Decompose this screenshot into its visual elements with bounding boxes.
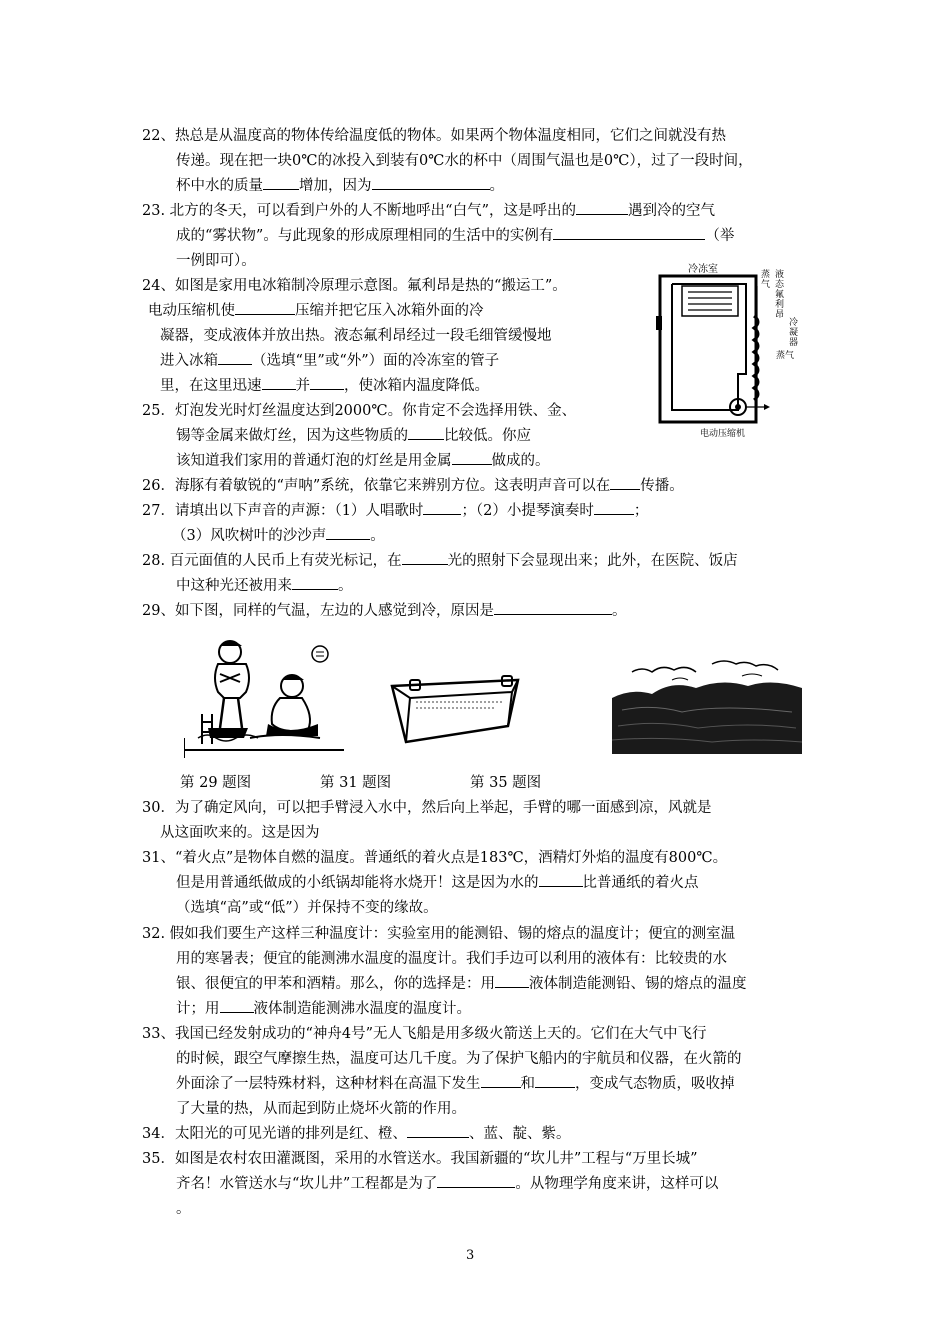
question-28 [142, 549, 822, 599]
q27-blank-2[interactable] [594, 499, 634, 515]
q26-text: 26．海豚有着敏锐的“声呐”系统，依靠它来辨别方位。这表明声音可以在 [142, 478, 611, 494]
figure-35-svg [612, 650, 802, 754]
q31-blank-1[interactable] [539, 871, 583, 887]
q30-line2: 从这面吹来的。这是因为 [160, 825, 320, 841]
q24-text: ，使冰箱内温度降低。 [344, 378, 489, 394]
question-29 [142, 599, 822, 624]
question-25 [142, 399, 662, 474]
q31-line3: （选填“高”或“低”）并保持不变的缘故。 [176, 900, 438, 916]
q27-line2 [142, 524, 822, 549]
q22-blank-1[interactable] [263, 174, 299, 190]
q33-line3 [142, 1072, 822, 1097]
q34-text: 34．太阳光的可见光谱的排列是红、橙、 [142, 1126, 407, 1142]
question-31 [142, 846, 822, 921]
q32-text: 液体制造能测沸水温度的温度计。 [253, 1001, 471, 1017]
q24-text: 电动压缩机使 [148, 303, 235, 319]
figure-29-swimmers [184, 638, 344, 764]
q24-line2 [142, 299, 662, 324]
question-27 [142, 499, 822, 549]
q27-line1 [142, 499, 822, 524]
q31-line2 [142, 871, 822, 896]
q28-text: 28. 百元面值的人民币上有荧光标记，在 [142, 553, 402, 569]
q32-text: 银、很便宜的甲苯和酒精。那么，你的选择是：用 [176, 976, 495, 992]
question-34 [142, 1122, 822, 1147]
q22-blank-2[interactable] [372, 174, 490, 190]
q35-line1: 35．如图是农村农田灌溉图，采用的水管送水。我国新疆的“坎儿井”工程与“万里长城” [142, 1151, 698, 1167]
q28-line1 [142, 549, 822, 574]
q25-text: 该知道我们家用的普通灯泡的灯丝是用金属 [176, 453, 452, 469]
figure-35-irrigation [612, 650, 802, 754]
q33-text: 外面涂了一层特殊材料，这种材料在高温下发生 [176, 1076, 481, 1092]
q23-text: 成的“雾状物”。与此现象的形成原理相同的生活中的实例有 [176, 228, 554, 244]
q33-line1: 33、我国已经发射成功的“神舟4号”无人飞船是用多级火箭送上天的。它们在大气中飞行 [142, 1026, 707, 1042]
q24-blank-2[interactable] [218, 349, 252, 365]
q28-line2 [142, 574, 822, 599]
q29-line1 [142, 599, 822, 624]
q27-text: ；（2）小提琴演奏时 [461, 503, 594, 519]
q29-blank-1[interactable] [494, 599, 612, 615]
q31-line1: 31、“着火点”是物体自燃的温度。普通纸的着火点是183℃，酒精灯外焰的温度有800℃。 [142, 850, 728, 866]
page-number: 3 [466, 1248, 475, 1263]
q35-text: 齐名！水管送水与“坎儿井”工程都是为了 [176, 1176, 438, 1192]
q26-blank-1[interactable] [610, 474, 640, 490]
q23-blank-1[interactable] [576, 199, 628, 215]
q27-text: 。 [370, 528, 385, 544]
q35-blank-1[interactable] [437, 1172, 515, 1188]
q31-text: 但是用普通纸做成的小纸锅却能将水烧开！这是因为水的 [176, 875, 539, 891]
q32-line1: 32. 假如我们要生产这样三种温度计：实验室用的能测铅、锡的熔点的温度计；便宜的测室温 [142, 926, 736, 942]
q34-blank-1[interactable] [407, 1122, 469, 1138]
label-freezer: 冷冻室 [688, 264, 718, 275]
q35-line2 [142, 1172, 822, 1197]
q33-text: 和 [520, 1076, 535, 1092]
q34-line1 [142, 1122, 822, 1147]
q24-text: （选填“里”或“外”）面的冷冻室的管子 [252, 353, 500, 369]
q25-text: 做成的。 [491, 453, 550, 469]
figure-29-svg [184, 638, 344, 764]
q22-line3 [142, 174, 822, 199]
q33-line2: 的时候，跟空气摩擦生热，温度可达几千度。为了保护飞船内的宇航员和仪器，在火箭的 [176, 1051, 742, 1067]
q32-line4 [142, 997, 822, 1022]
q24-line3: 凝器，变成液体并放出热。液态氟利昂经过一段毛细管缓慢地 [160, 328, 552, 344]
label-vapor-bottom: 蒸气 [776, 351, 795, 361]
q24-text: 里，在这里迅速 [160, 378, 262, 394]
q30-line1: 30．为了确定风向，可以把手臂浸入水中，然后向上举起，手臂的哪一面感到凉，风就是 [142, 800, 712, 816]
q32-line3 [142, 972, 822, 997]
q22-text: 增加，因为 [299, 178, 372, 194]
caption-31: 第 31 题图 [320, 775, 392, 791]
question-30 [142, 796, 822, 846]
q24-blank-3[interactable] [262, 374, 296, 390]
q23-line1 [142, 199, 822, 224]
q25-line2 [142, 424, 662, 449]
caption-35: 第 35 题图 [470, 775, 542, 791]
q27-blank-1[interactable] [423, 499, 461, 515]
q25-line3 [142, 449, 662, 474]
q35-text: 。从物理学角度来讲，这样可以 [515, 1176, 719, 1192]
q23-blank-2[interactable] [553, 224, 705, 240]
label-condenser: 冷凝器 [789, 318, 799, 348]
question-35 [142, 1147, 822, 1222]
q25-blank-2[interactable] [452, 449, 492, 465]
q28-text: 。 [338, 578, 353, 594]
q22-line1: 22、热总是从温度高的物体传给温度低的物体。如果两个物体温度相同，它们之间就没有热 [142, 128, 726, 144]
question-26 [142, 474, 822, 499]
q32-line2: 用的寒暑表；便宜的能测沸水温度的温度计。我们手边可以利用的液体有：比较贵的水 [176, 951, 727, 967]
q22-text: 杯中水的质量 [176, 178, 263, 194]
q24-blank-1[interactable] [235, 299, 295, 315]
question-24 [142, 274, 662, 399]
q26-text: 传播。 [640, 478, 684, 494]
figure-31-svg [382, 668, 528, 750]
q27-text: （3）风吹树叶的沙沙声 [172, 528, 327, 544]
label-compressor: 电动压缩机 [700, 429, 746, 438]
q23-text: （举 [705, 228, 735, 244]
q28-blank-2[interactable] [292, 574, 338, 590]
q24-line4 [142, 349, 662, 374]
caption-29: 第 29 题图 [180, 775, 252, 791]
q32-blank-2[interactable] [220, 997, 254, 1013]
fridge-diagram [654, 256, 802, 438]
q28-blank-1[interactable] [402, 549, 448, 565]
q33-blank-2[interactable] [535, 1072, 575, 1088]
question-32 [142, 922, 822, 1022]
q25-line1: 25．灯泡发光时灯丝温度达到2000℃。你肯定不会选择用铁、金、 [142, 403, 577, 419]
q32-blank-1[interactable] [495, 972, 529, 988]
q27-blank-3[interactable] [326, 524, 370, 540]
q24-line1: 24、如图是家用电冰箱制冷原理示意图。氟利昂是热的“搬运工”。 [142, 278, 567, 294]
q22-text: 。 [489, 178, 504, 194]
q24-text: 并 [295, 378, 310, 394]
q24-line5 [142, 374, 662, 399]
q25-text: 比较低。你应 [444, 428, 531, 444]
q23-text: 23. 北方的冬天，可以看到户外的人不断地呼出“白气”，这是呼出的 [142, 203, 576, 219]
label-liquid-freon: 液态氟利昂 [775, 270, 785, 320]
q28-text: 光的照射下会显现出来；此外，在医院、饭店 [447, 553, 738, 569]
q31-text: 比普通纸的着火点 [582, 875, 699, 891]
q29-text: 。 [611, 603, 627, 619]
q33-blank-1[interactable] [481, 1072, 521, 1088]
q26-line1 [142, 474, 822, 499]
q33-text: ，变成气态物质，吸收掉 [575, 1076, 735, 1092]
q24-text: 进入冰箱 [160, 353, 218, 369]
q29-text: 29、如下图，同样的气温，左边的人感觉到冷，原因是 [142, 603, 494, 619]
question-33 [142, 1022, 822, 1122]
q23-line2 [142, 224, 822, 249]
q33-line4: 了大量的热，从而起到防止烧坏火箭的作用。 [176, 1101, 466, 1117]
q23-line3: 一例即可）。 [176, 253, 256, 269]
q32-text: 液体制造能测铅、锡的熔点的温度 [529, 976, 747, 992]
q23-text: 遇到冷的空气 [628, 203, 715, 219]
q27-text: 27．请填出以下声音的声源：（1）人唱歌时 [142, 503, 424, 519]
q34-text: 、蓝、靛、紫。 [468, 1126, 571, 1142]
q25-text: 锡等金属来做灯丝，因为这些物质的 [176, 428, 408, 444]
q25-blank-1[interactable] [408, 424, 444, 440]
q35-line3: 。 [176, 1201, 191, 1217]
q32-text: 计；用 [176, 1001, 220, 1017]
q24-text: 压缩并把它压入冰箱外面的冷 [295, 303, 484, 319]
label-vapor-top: 蒸气 [761, 270, 771, 290]
q22-line2: 传递。现在把一块0℃的冰投入到装有0℃水的杯中（周围气温也是0℃），过了一段时间， [176, 153, 753, 169]
q27-text: ； [633, 503, 649, 519]
q28-text: 中这种光还被用来 [176, 578, 292, 594]
figure-31-paper-pot [382, 668, 528, 750]
question-22 [142, 124, 822, 199]
q24-blank-4[interactable] [310, 374, 344, 390]
